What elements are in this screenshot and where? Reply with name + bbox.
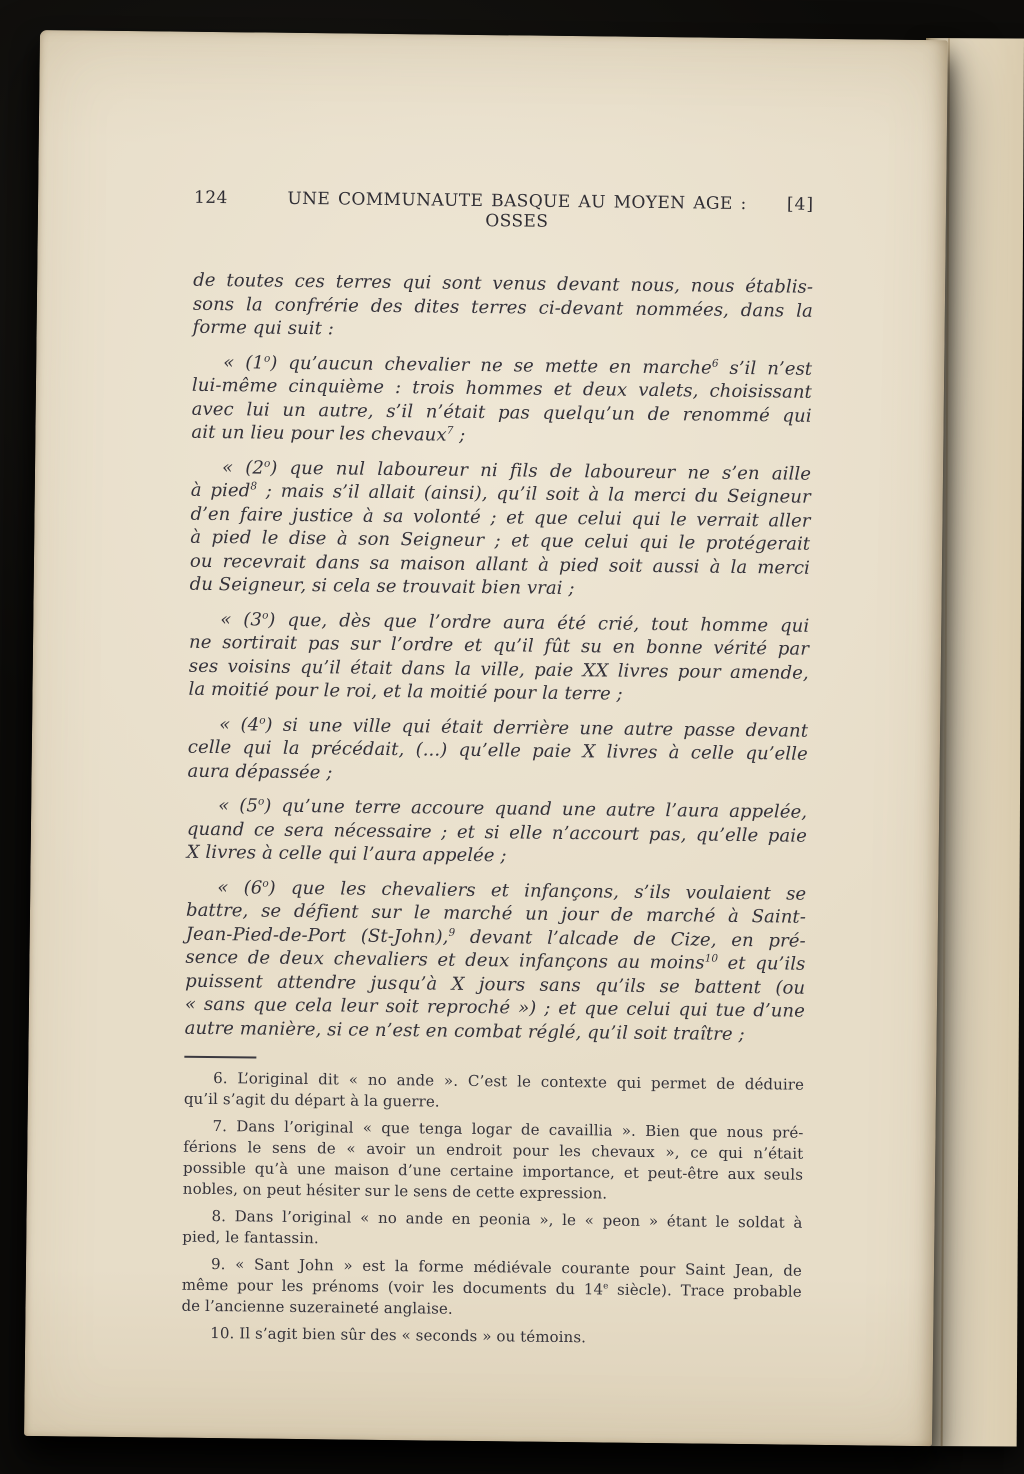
body-paragraph bbox=[185, 875, 807, 1047]
body-text bbox=[185, 269, 814, 1047]
footnote-item bbox=[183, 1116, 804, 1207]
text-line: 9. « Sant John » est la forme médiévale courante pour Saint Jean, de bbox=[210, 1255, 803, 1280]
scanned-book-page bbox=[24, 30, 948, 1446]
footnotes bbox=[181, 1068, 804, 1351]
text-line: avec lui un autre, s’il n’était pas quelqu’un de renommé qui bbox=[191, 398, 812, 427]
running-header bbox=[194, 188, 814, 235]
text-line: même pour les prénoms (voir les documents du 14e siècle). Trace probable bbox=[181, 1275, 802, 1301]
text-line: « (4$^o$) si une ville qui était derrière une autre passe devant bbox=[219, 713, 809, 742]
text-line: « sans que cela leur soit reproché ») ; et que celui qui tue d’une bbox=[184, 993, 806, 1022]
body-paragraph bbox=[187, 794, 808, 872]
footnote-item bbox=[181, 1323, 801, 1351]
text-line: du Seigneur, si cela se trouvait bien vrai ; bbox=[189, 573, 575, 600]
text-line: battre, se défient sur le marché un jour de marché à Saint- bbox=[185, 899, 807, 928]
text-line: « (2$^o$) que nul laboureur ni fils de laboureur ne s’en aille bbox=[221, 456, 812, 485]
page-content bbox=[181, 188, 814, 1357]
text-line: sons la confrérie des dites terres ci-devant nommées, dans la bbox=[192, 293, 813, 322]
body-paragraph bbox=[190, 455, 812, 603]
text-line: « (3$^o$) que, dès que l’ordre aura été crié, tout homme qui bbox=[220, 608, 810, 637]
section-reference: [4] bbox=[786, 194, 815, 215]
footnote-item bbox=[182, 1206, 802, 1255]
text-line: « (5$^o$) qu’une terre accoure quand une autre l’aura appelée, bbox=[218, 795, 808, 823]
text-line: autre manière, si ce n’est en combat réglé, qu’il soit traître ; bbox=[184, 1017, 745, 1045]
text-line: de l’ancienne suzeraineté anglaise. bbox=[181, 1296, 453, 1318]
text-line: pied, le fantassin. bbox=[182, 1227, 319, 1248]
text-line: ses voisins qu’il était dans la ville, paie XX livres pour amende, bbox=[188, 655, 809, 684]
text-line: Jean-Pied-de-Port (St-John),$^9$ devant l’alcade de Cize, en pré- bbox=[185, 923, 806, 952]
text-line: à pied$^8$ ; mais s’il allait (ainsi), qu’il soit à la merci du Seigneur bbox=[190, 479, 811, 508]
body-paragraph bbox=[193, 269, 814, 347]
text-line: qu’il s’agit du départ à la guerre. bbox=[183, 1089, 440, 1111]
text-line: ou recevrait dans sa maison allant à pied soit aussi à la merci bbox=[189, 550, 811, 579]
text-line: ait un lieu pour les chevaux$^7$ ; bbox=[191, 421, 466, 446]
text-line: X livres à celle qui l’aura appelée ; bbox=[186, 841, 507, 867]
text-line: celle qui la précédait, (...) qu’elle paie X livres à celle qu’elle bbox=[187, 736, 808, 765]
text-line: 7. Dans l’original « que tenga logar de cavaillia ». Bien que nous pré- bbox=[212, 1117, 804, 1142]
text-line: « (6$^o$) que les chevaliers et infançons, s’ils voulaient se bbox=[217, 876, 807, 905]
text-line: à pied le dise à son Seigneur ; et que celui qui le protégerait bbox=[190, 526, 811, 555]
text-line: ne sortirait pas sur l’ordre et qu’il fût su en bonne vérité par bbox=[188, 631, 810, 660]
body-paragraph bbox=[187, 712, 808, 790]
text-line: nobles, on peut hésiter sur le sens de cette expression. bbox=[182, 1179, 608, 1203]
body-paragraph bbox=[191, 350, 812, 451]
text-line: la moitié pour le roi, et la moitié pour la terre ; bbox=[188, 678, 623, 705]
text-line: « (1$^o$) qu’aucun chevalier ne se mette en marche$^6$ s’il n’est bbox=[223, 351, 813, 380]
text-line: forme qui suit : bbox=[192, 316, 335, 340]
text-line: sence de deux chevaliers et deux infançons au moins$^{10}$ et qu’ils bbox=[185, 946, 806, 975]
text-line: d’en faire justice à sa volonté ; et que celui qui le verrait aller bbox=[190, 503, 811, 532]
text-line: 8. Dans l’original « no ande en peonia », le « peon » étant le soldat à bbox=[211, 1207, 803, 1232]
text-line: de toutes ces terres qui sont venus devant nous, nous établis- bbox=[193, 269, 814, 298]
text-line: possible qu’à une maison d’une certaine importance, et peut-être aux seuls bbox=[183, 1158, 804, 1184]
text-line: aura dépassée ; bbox=[187, 760, 333, 783]
running-title: UNE COMMUNAUTE BASQUE AU MOYEN AGE : OSSES bbox=[287, 188, 747, 232]
text-line: férions le sens de « avoir un endroit pour les chevaux », ce qui n’était bbox=[183, 1137, 804, 1163]
text-line: puissent attendre jusqu’à X jours sans qu’ils se battent (ou bbox=[185, 970, 806, 999]
text-line: lui-même cinquième : trois hommes et deux valets, choisissant bbox=[191, 374, 813, 403]
text-line: quand ce sera nécessaire ; et si elle n’accourt pas, qu’elle paie bbox=[186, 818, 808, 847]
body-paragraph bbox=[188, 607, 809, 708]
page-number: 124 bbox=[193, 187, 228, 209]
text-line: 6. L’original dit « no ande ». C’est le contexte qui permet de déduire bbox=[213, 1069, 805, 1094]
text-line: 10. Il s’agit bien sûr des « seconds » ou témoins. bbox=[210, 1324, 587, 1347]
footnote-item bbox=[181, 1254, 802, 1324]
footnote-item bbox=[184, 1068, 804, 1117]
footnote-rule bbox=[184, 1056, 256, 1059]
